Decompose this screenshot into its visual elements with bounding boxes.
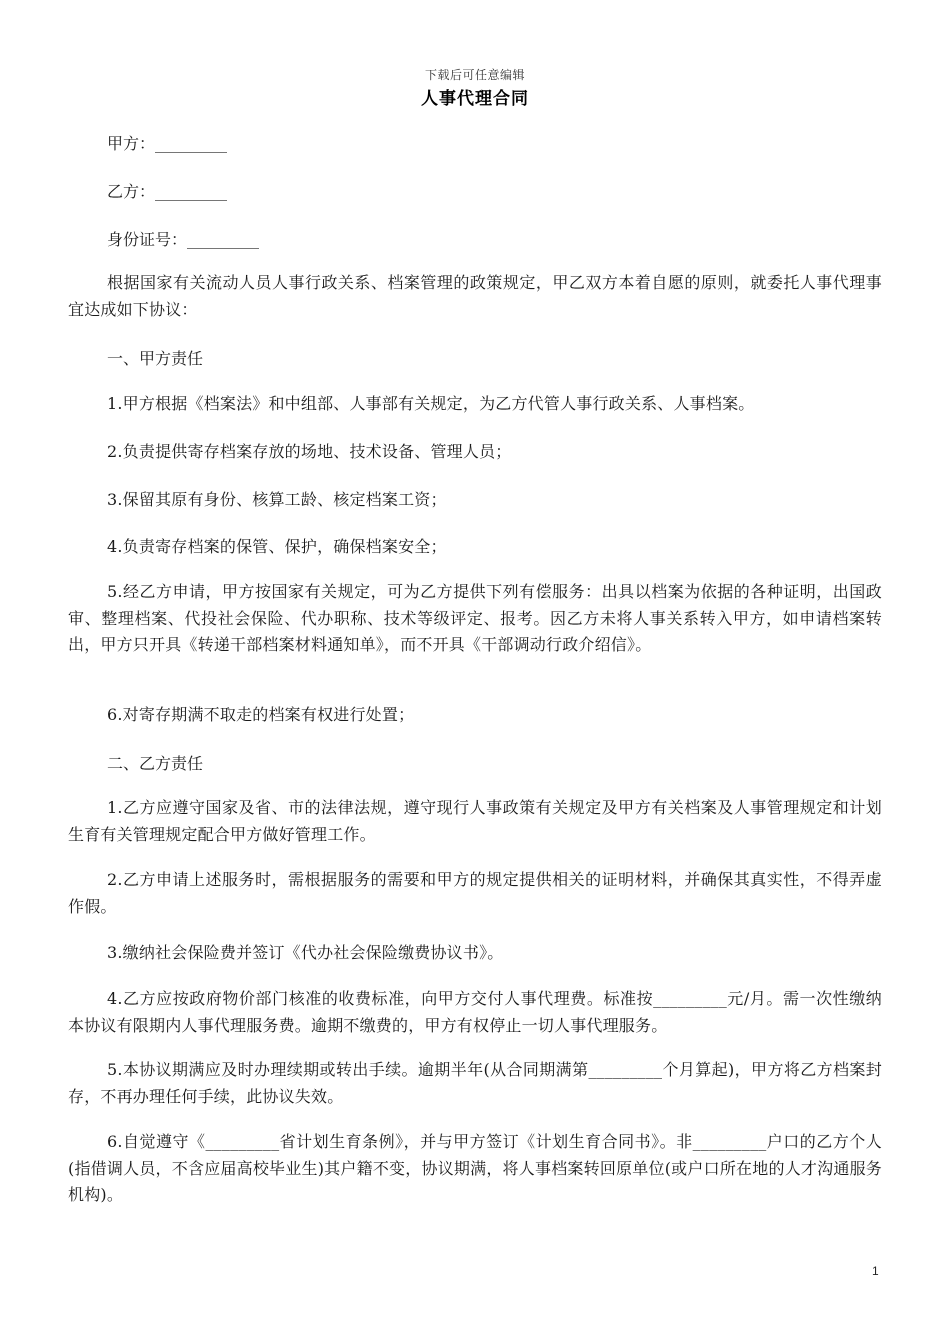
party-a-line: 甲方：_________ [107, 134, 228, 153]
page-number: 1 [872, 1264, 879, 1278]
party-b-clause-4: 4.乙方应按政府物价部门核准的收费标准，向甲方交付人事代理费。标准按_________元/月。需一次性缴纳本协议有限期内人事代理服务费。逾期不缴费的，甲方有权停止一切人事代理服务。 [68, 989, 882, 1035]
party-b-clause-1: 1.乙方应遵守国家及省、市的法律法规，遵守现行人事政策有关规定及甲方有关档案及人事管理规定和计划生育有关管理规定配合甲方做好管理工作。 [68, 798, 882, 844]
party-a-clause-5: 5.经乙方申请，甲方按国家有关规定，可为乙方提供下列有偿服务：出具以档案为依据的各种证明，出国政审、整理档案、代投社会保险、代办职称、技术等级评定、报考。因乙方未将人事关系转入甲方，如申请档案转出，甲方只开具《转递干部档案材料通知单》，而不开具《干部调动行政介绍信》。 [68, 582, 882, 654]
section-heading-party-a: 一、甲方责任 [107, 349, 204, 368]
party-a-clause-4: 4.负责寄存档案的保管、保护，确保档案安全； [107, 537, 447, 556]
document-title: 人事代理合同 [421, 89, 529, 109]
party-a-clause-2: 2.负责提供寄存档案存放的场地、技术设备、管理人员； [107, 442, 512, 461]
party-b-line: 乙方：_________ [107, 182, 228, 201]
header-note: 下载后可任意编辑 [424, 68, 525, 82]
party-a-clause-1: 1.甲方根据《档案法》和中组部、人事部有关规定，为乙方代管人事行政关系、人事档案。 [107, 394, 755, 413]
party-b-clause-5: 5.本协议期满应及时办理续期或转出手续。逾期半年(从合同期满第_________个月算起)，甲方将乙方档案封存，不再办理任何手续，此协议失效。 [68, 1060, 882, 1106]
party-b-clause-2: 2.乙方申请上述服务时，需根据服务的需要和甲方的规定提供相关的证明材料，并确保其真实性，不得弄虚作假。 [68, 870, 882, 916]
section-heading-party-b: 二、乙方责任 [107, 754, 204, 773]
party-a-clause-6: 6.对寄存期满不取走的档案有权进行处置； [107, 705, 415, 724]
id-number-line: 身份证号：_________ [107, 230, 260, 249]
party-a-clause-3: 3.保留其原有身份、核算工龄、核定档案工资； [107, 490, 447, 509]
intro-paragraph: 根据国家有关流动人员人事行政关系、档案管理的政策规定，甲乙双方本着自愿的原则，就委托人事代理事宜达成如下协议： [68, 273, 882, 319]
party-b-clause-6: 6.自觉遵守《_________省计划生育条例》，并与甲方签订《计划生育合同书》。非_________户口的乙方个人(指借调人员，不含应届高校毕业生)其户籍不变，协议期满，将人事档案转回原单位(或户口所在地的人才沟通服务机构)。 [68, 1132, 882, 1204]
party-b-clause-3: 3.缴纳社会保险费并签订《代办社会保险缴费协议书》。 [107, 943, 504, 962]
